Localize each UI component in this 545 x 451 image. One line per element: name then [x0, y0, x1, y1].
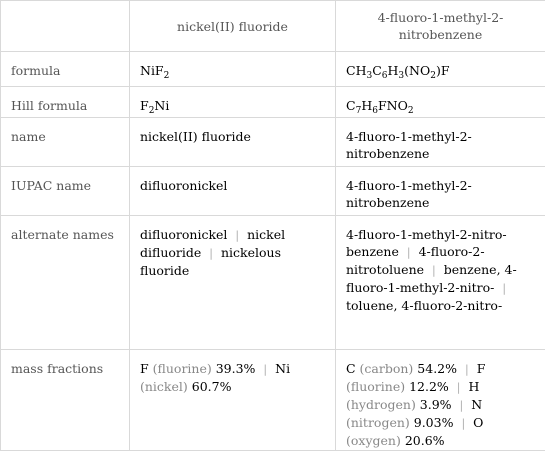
header-fluoro-methyl-nitrobenzene: 4-fluoro-1-methyl-2-nitrobenzene [336, 1, 545, 52]
mass-fraction-item: F (fluorine) 12.2% [346, 361, 486, 394]
alternate-name: 4-fluoro-2-nitrotoluene [346, 244, 485, 277]
header-nickel-fluoride: nickel(II) fluoride [130, 1, 336, 52]
row-label-name: name [1, 118, 130, 167]
alternate-name: toluene, 4-fluoro-2-nitro- [346, 298, 503, 313]
alternate-name: benzene, 4-fluoro-1-methyl-2-nitro- [346, 262, 517, 295]
separator: | [461, 417, 466, 430]
mass-fraction-item: Ni (nickel) 60.7% [140, 361, 291, 394]
mass-fraction-item: H (hydrogen) 3.9% [346, 379, 480, 412]
row-name [1, 118, 545, 167]
name-nickel-fluoride: nickel(II) fluoride [130, 118, 336, 167]
mass-fraction-item: F (fluorine) 39.3% [140, 361, 256, 376]
separator: | [502, 282, 507, 295]
alternate-name: nickelous fluoride [140, 245, 281, 278]
hill-formula-nickel-fluoride: $F_2Ni$ [130, 87, 336, 118]
separator: | [263, 363, 268, 376]
header-empty-cell [1, 1, 130, 52]
row-label-formula: formula [1, 52, 130, 87]
row-label-mass-fractions: mass fractions [1, 350, 130, 451]
row-hill-formula [1, 87, 545, 118]
iupac-name-fluoro-methyl-nitrobenzene: 4-fluoro-1-methyl-2-nitrobenzene [336, 167, 545, 216]
separator: | [464, 363, 469, 376]
alternate-name: nickel difluoride [140, 227, 286, 260]
alternate-name: 4-fluoro-1-methyl-2-nitro-benzene [346, 227, 507, 259]
mass-fractions-nickel-fluoride [130, 350, 336, 451]
mass-fraction-item: C (carbon) 54.2% [346, 361, 457, 376]
row-alternate-names [1, 216, 545, 350]
separator: | [406, 246, 411, 259]
separator: | [459, 399, 464, 412]
row-label-iupac-name: IUPAC name [1, 167, 130, 216]
row-mass-fractions [1, 350, 545, 451]
iupac-name-nickel-fluoride: difluoronickel [130, 167, 336, 216]
hill-formula-fluoro-methyl-nitrobenzene: $C_7H_6FNO_2$ [336, 87, 545, 118]
row-label-hill-formula: Hill formula [1, 87, 130, 118]
alternate-name: difluoronickel [140, 227, 228, 242]
mass-fraction-item: O (oxygen) 20.6% [346, 415, 484, 448]
mass-fractions-fluoro-methyl-nitrobenzene [336, 350, 545, 451]
row-formula [1, 52, 545, 87]
alternate-names-fluoro-methyl-nitrobenzene [336, 216, 545, 350]
separator: | [209, 247, 213, 260]
separator: | [456, 381, 461, 394]
row-label-alternate-names: alternate names [1, 216, 130, 350]
separator: | [235, 229, 240, 242]
name-fluoro-methyl-nitrobenzene: 4-fluoro-1-methyl-2-nitrobenzene [336, 118, 545, 167]
formula-nickel-fluoride: NiF$_2$ [130, 52, 336, 87]
header-row [1, 1, 545, 52]
alternate-names-nickel-fluoride [130, 216, 336, 350]
row-iupac-name [1, 167, 545, 216]
separator: | [432, 264, 436, 277]
mass-fraction-item: N (nitrogen) 9.03% [346, 397, 483, 430]
formula-fluoro-methyl-nitrobenzene: $CH_3C_6H_3(NO_2)F$ [336, 52, 545, 87]
